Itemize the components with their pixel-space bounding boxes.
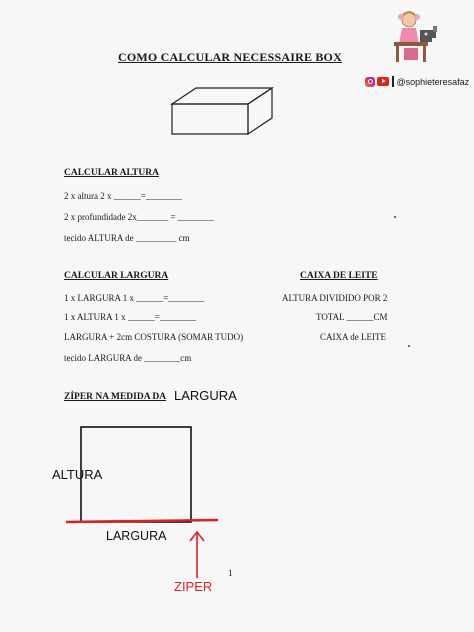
- label-ziper: ZIPER: [174, 579, 213, 594]
- instagram-icon: [365, 77, 375, 87]
- stray-dot: [408, 345, 410, 347]
- altura-line-2: 2 x profundidade 2x_______ = ________: [64, 212, 214, 222]
- social-handle-row: [365, 76, 469, 87]
- zipper-line: [66, 520, 218, 522]
- caixa-line-2: TOTAL ______CM: [316, 312, 388, 322]
- caixa-line-1: ALTURA DIVIDIDO POR 2: [282, 293, 388, 303]
- page-title: COMO CALCULAR NECESSAIRE BOX: [118, 50, 342, 64]
- social-handle: @sophieteresafaz: [396, 76, 470, 87]
- ziper-heading-word: LARGURA: [174, 388, 237, 403]
- box-illustration: [168, 84, 278, 140]
- label-largura: LARGURA: [106, 529, 167, 543]
- largura-line-4: tecido LARGURA de ________cm: [64, 353, 192, 363]
- largura-line-2: 1 x ALTURA 1 x ______=________: [64, 312, 197, 322]
- largura-line-3: LARGURA + 2cm COSTURA (SOMAR TUDO): [64, 332, 244, 342]
- largura-line-1: 1 x LARGURA 1 x ______=________: [64, 293, 205, 303]
- youtube-icon: [377, 77, 389, 86]
- stray-dot: [394, 216, 396, 218]
- ziper-diagram: [60, 420, 230, 590]
- heading-calcular-altura: CALCULAR ALTURA: [64, 168, 159, 178]
- heading-calcular-largura: CALCULAR LARGURA: [64, 271, 169, 281]
- heading-caixa-de-leite: CAIXA DE LEITE: [300, 271, 378, 281]
- altura-line-3: tecido ALTURA de _________ cm: [64, 233, 190, 243]
- page-number: 1: [228, 568, 233, 578]
- heading-ziper: ZÍPER NA MEDIDA DA: [64, 392, 167, 402]
- altura-line-1: 2 x altura 2 x ______=________: [64, 191, 182, 201]
- caixa-line-3: CAIXA de LEITE: [320, 332, 386, 342]
- seamstress-mascot-icon: [392, 8, 442, 68]
- label-altura: ALTURA: [52, 467, 103, 482]
- divider: [392, 76, 394, 87]
